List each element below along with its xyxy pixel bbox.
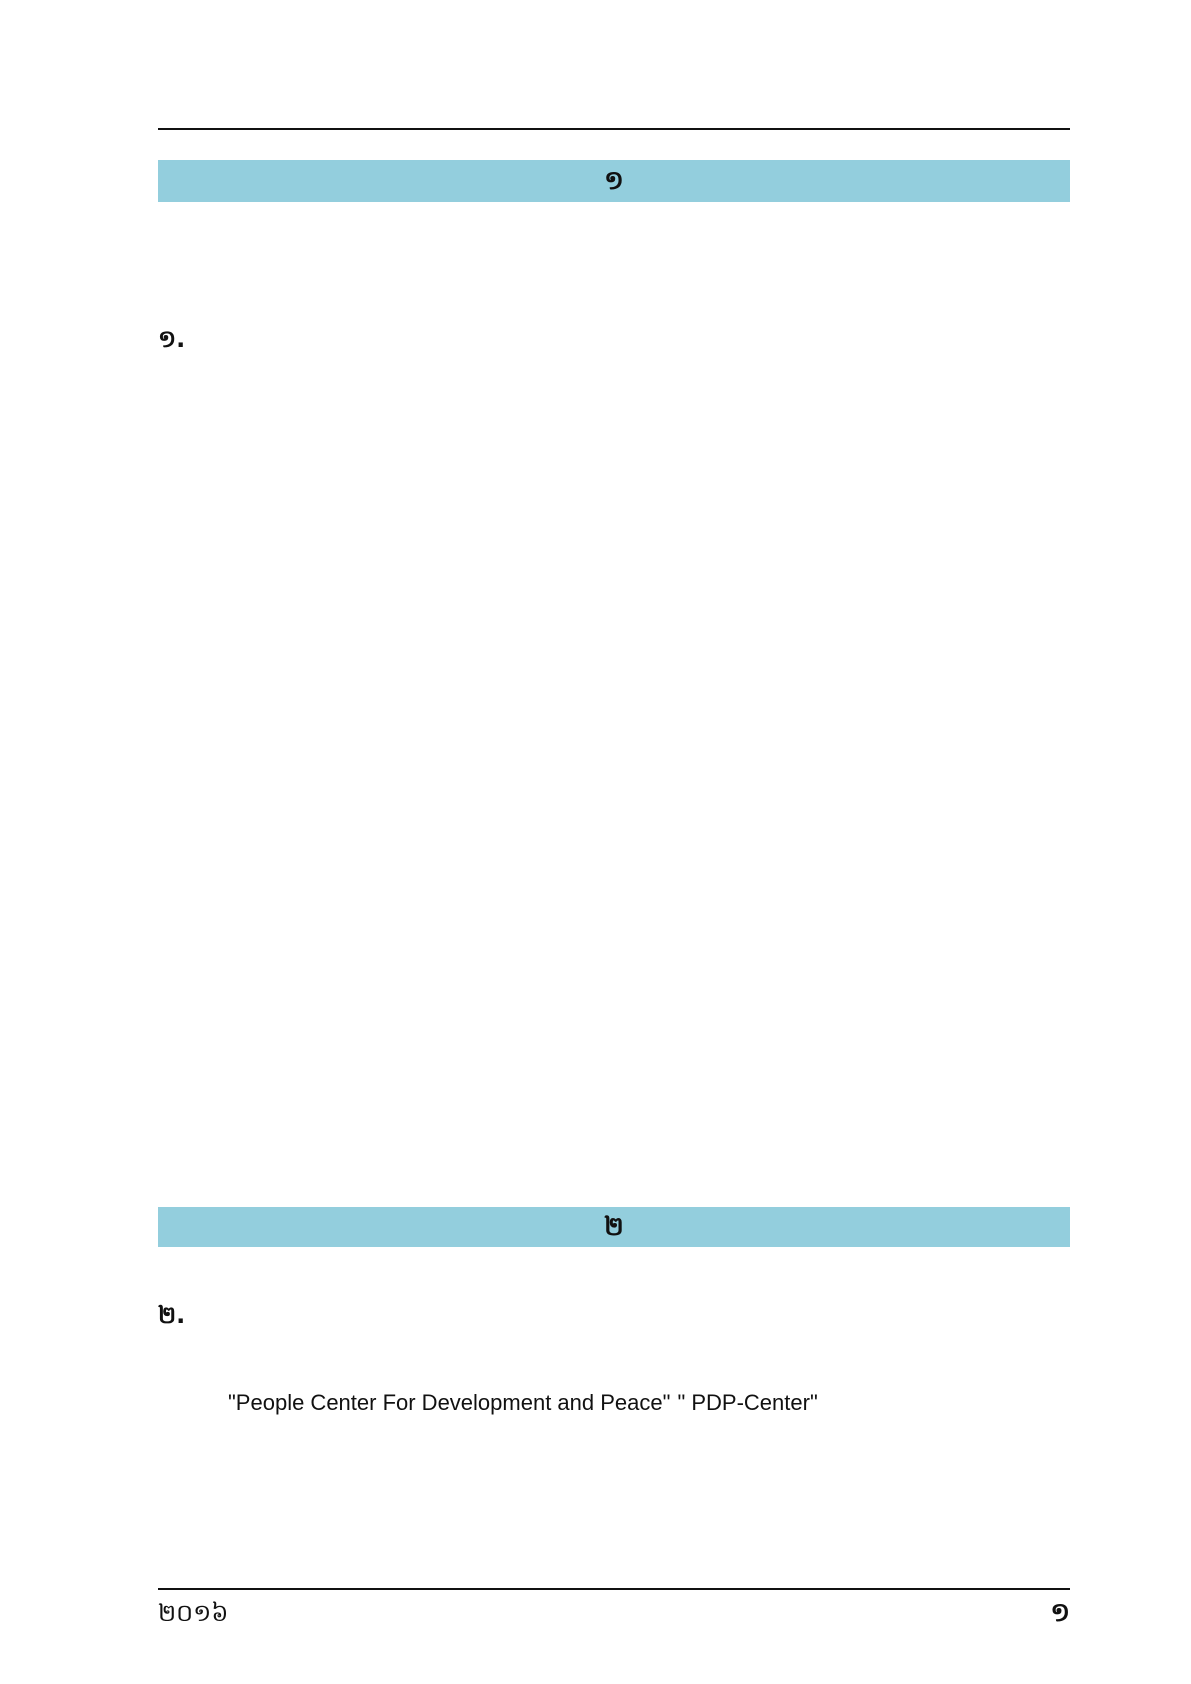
article-1-label: ១. bbox=[158, 325, 186, 353]
article-1-paragraph-4 bbox=[158, 900, 1070, 1170]
english-abbreviation: " PDP-Center" bbox=[677, 1390, 818, 1415]
article-1-paragraph-2 bbox=[158, 558, 1070, 714]
article-1-heading bbox=[158, 324, 185, 359]
header-rule bbox=[158, 128, 1070, 130]
article-2-label: ២. bbox=[158, 1301, 186, 1329]
english-name: "People Center For Development and Peace" bbox=[228, 1390, 671, 1415]
chapter-1-label: ១ bbox=[604, 166, 624, 196]
footer-revision-note: ២០១៦ bbox=[158, 1599, 229, 1627]
article-2-paragraph bbox=[158, 1384, 1070, 1504]
page-number: ១ bbox=[1050, 1598, 1070, 1628]
running-header bbox=[158, 78, 1070, 112]
chapter-1-heading bbox=[158, 160, 1070, 202]
footer-rule bbox=[158, 1588, 1070, 1590]
chapter-2-label: ២ bbox=[604, 1212, 624, 1242]
chapter-2-heading bbox=[158, 1207, 1070, 1247]
article-1-paragraph-3 bbox=[158, 752, 1070, 870]
article-2-heading bbox=[158, 1300, 185, 1335]
article-1-paragraph-1 bbox=[158, 368, 1070, 524]
